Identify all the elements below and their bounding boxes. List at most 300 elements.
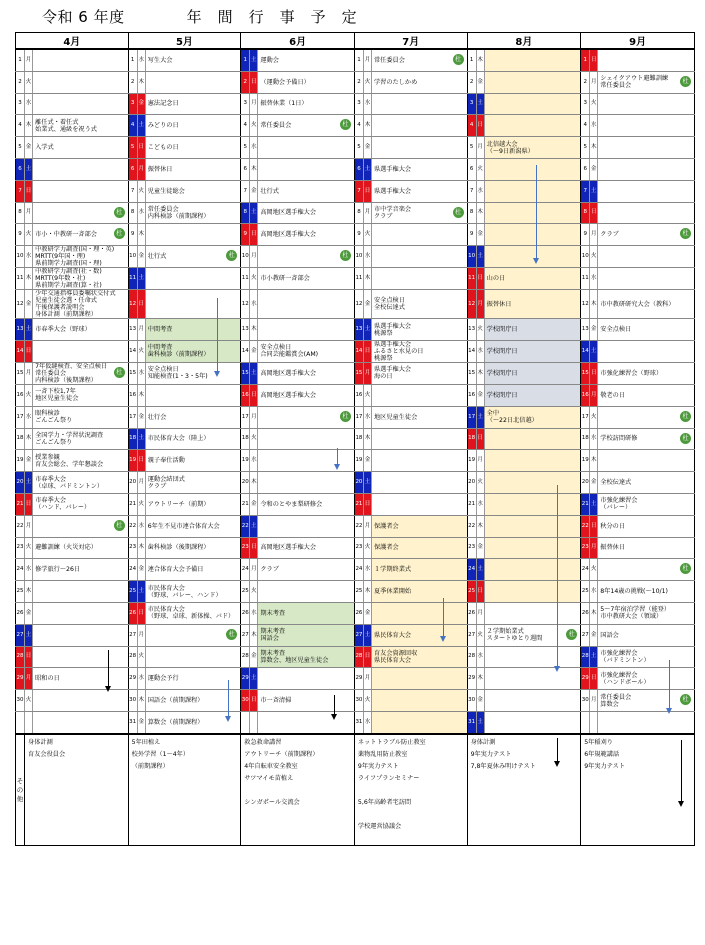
day-number: 28 [354,646,363,668]
weekday: 木 [476,49,484,71]
weekday: 月 [590,384,598,406]
day-number: 24 [128,559,137,581]
event-text: 授業参観 育友会総会、学年懇談会 [35,453,104,468]
event-cell [33,137,129,159]
event-text: 育友会資源回収 県民体育大会 [374,649,418,664]
weekday: 木 [363,581,371,603]
event-text: 安全点検日 合同芸能鑑賞会(AM) [260,344,319,359]
weekday: 金 [250,340,258,362]
weekday: 木 [590,137,598,159]
event-text: 歯科検診（後期課程） [147,544,210,552]
day-number: 8 [128,202,137,224]
day-number: 29 [128,668,137,690]
event-cell [372,202,468,224]
event-cell [33,559,129,581]
event-text: 常任委員会 算数会 [600,693,632,708]
arrow-icon [443,598,444,640]
empty-cell [241,711,250,733]
event-text: 全国学力・学習状況調査 ごんごん祭り [35,431,104,446]
day-number: 20 [128,472,137,494]
day-number: 29 [467,668,476,690]
weekday: 日 [590,668,598,690]
event-cell [598,268,695,290]
other-item: シンガポール交流会 [244,798,300,806]
weekday: 月 [25,49,33,71]
weekday: 日 [363,180,371,202]
day-number: 21 [16,493,25,515]
empty-cell [590,711,598,733]
event-text: 避難訓練（火災対応） [35,544,97,552]
event-cell [145,711,241,733]
event-cell [484,384,581,406]
day-number: 29 [241,668,250,690]
event-cell [598,71,695,93]
weekday: 火 [137,340,145,362]
day-number: 24 [354,559,363,581]
other-item: ネットトラブル防止教室 [357,738,426,746]
day-number: 24 [16,559,25,581]
day-number: 5 [467,137,476,159]
weekday: 土 [363,624,371,646]
mori-badge-icon: 杜 [226,250,237,261]
other-cell [467,734,581,846]
day-number: 14 [581,340,590,362]
day-number: 18 [581,428,590,450]
day-number: 11 [16,268,25,290]
empty-cell [25,711,33,733]
other-item: 5,6年高齢者宅訪問 [357,798,412,806]
event-text: 運動会予行 [147,675,179,683]
event-cell [33,624,129,646]
event-cell [372,71,468,93]
event-cell [484,224,581,246]
event-cell [258,406,355,428]
month-header-5: 5月 [128,33,241,50]
weekday: 月 [590,690,598,712]
day-number: 15 [467,362,476,384]
mori-badge-icon: 杜 [453,54,464,65]
day-number: 29 [16,668,25,690]
event-cell [33,428,129,450]
day-number: 6 [16,158,25,180]
weekday: 日 [25,340,33,362]
day-number: 26 [581,602,590,624]
event-cell [258,690,355,712]
day-number: 22 [581,515,590,537]
event-text: 学校閉庁日 [486,326,518,334]
day-number: 12 [467,290,476,319]
month-header-7: 7月 [354,33,467,50]
day-number: 31 [467,711,476,733]
event-text: 離任式・着任式 始業式、通級を祝う式 [35,118,97,133]
day-number: 3 [467,93,476,115]
day-number: 1 [16,49,25,71]
weekday: 木 [137,224,145,246]
event-text: 高岡地区選手権大会 [260,209,317,217]
day-number: 10 [354,246,363,268]
mori-badge-icon: 杜 [680,228,691,239]
event-cell [598,362,695,384]
event-cell [372,406,468,428]
day-row [16,49,695,71]
weekday: 金 [137,559,145,581]
event-cell [33,224,129,246]
day-number: 31 [128,711,137,733]
weekday: 木 [590,290,598,319]
day-number: 5 [128,137,137,159]
weekday: 水 [137,202,145,224]
event-text: 児童生徒総会 [147,187,185,195]
day-number: 2 [241,71,250,93]
day-number: 1 [581,49,590,71]
day-row [16,384,695,406]
weekday: 火 [476,624,484,646]
day-number: 9 [16,224,25,246]
day-number: 2 [128,71,137,93]
weekday: 金 [590,319,598,341]
event-cell [484,711,581,733]
arrow-icon [669,660,670,712]
mori-badge-icon: 杜 [680,694,691,705]
event-cell [145,49,241,71]
event-cell [145,602,241,624]
day-number: 25 [16,581,25,603]
day-number: 23 [354,537,363,559]
weekday: 金 [25,290,33,319]
weekday: 火 [250,428,258,450]
weekday: 日 [25,180,33,202]
weekday: 木 [590,602,598,624]
event-cell [145,493,241,515]
weekday: 水 [137,668,145,690]
weekday: 金 [363,290,371,319]
event-cell [145,362,241,384]
weekday: 金 [590,472,598,494]
day-number: 23 [128,537,137,559]
day-number: 1 [241,49,250,71]
event-cell [372,49,468,71]
weekday: 水 [25,93,33,115]
day-number: 1 [467,49,476,71]
day-number: 15 [241,362,250,384]
event-text: 壮行式 [147,253,167,261]
day-number: 26 [467,602,476,624]
weekday: 土 [476,246,484,268]
weekday: 月 [476,290,484,319]
weekday: 月 [590,537,598,559]
event-cell [372,180,468,202]
day-number: 27 [241,624,250,646]
day-number: 27 [467,624,476,646]
event-cell [145,515,241,537]
weekday: 金 [476,690,484,712]
event-cell [145,646,241,668]
day-number: 8 [241,202,250,224]
day-number: 19 [581,450,590,472]
event-cell [484,668,581,690]
weekday: 日 [363,493,371,515]
event-cell [484,581,581,603]
weekday: 水 [250,290,258,319]
day-number: 6 [241,158,250,180]
weekday: 水 [590,581,598,603]
event-cell [372,646,468,668]
event-cell [372,137,468,159]
event-cell [33,450,129,472]
day-number: 11 [354,268,363,290]
event-cell [372,93,468,115]
day-number: 17 [16,406,25,428]
day-number: 18 [128,428,137,450]
weekday: 土 [25,158,33,180]
day-row [16,472,695,494]
event-text: 市民体育大会 （野球、バレー、ハンド） [147,584,222,599]
event-cell [598,450,695,472]
day-number: 26 [16,602,25,624]
weekday: 金 [25,450,33,472]
event-cell [33,246,129,268]
day-number: 16 [241,384,250,406]
day-number: 26 [354,602,363,624]
event-text: 高岡地区選手権大会 [260,369,317,377]
weekday: 火 [137,493,145,515]
event-text: 親子奉仕活動 [147,457,185,465]
event-cell [372,319,468,341]
day-number: 30 [467,690,476,712]
mori-badge-icon: 杜 [114,520,125,531]
day-number: 7 [467,180,476,202]
day-number: 19 [354,450,363,472]
event-text: （運動会予備日） [260,78,310,86]
event-cell [484,515,581,537]
event-text: 7年仮縫検査、安全点検日 常任委員会 内科検診（後期課程） [35,362,108,384]
weekday: 木 [363,428,371,450]
event-cell [598,202,695,224]
day-number: 30 [241,690,250,712]
event-text: 振替休日 [600,544,626,552]
weekday: 月 [250,246,258,268]
day-number: 13 [467,319,476,341]
event-cell [145,537,241,559]
mori-badge-icon: 杜 [340,250,351,261]
event-cell [145,559,241,581]
event-cell [33,49,129,71]
event-cell [372,493,468,515]
weekday: 金 [590,624,598,646]
weekday: 日 [250,71,258,93]
event-cell [484,362,581,384]
day-number: 20 [241,472,250,494]
event-cell [258,340,355,362]
weekday: 火 [590,93,598,115]
event-text: 北信越大会 （～9日新潟県） [486,140,534,155]
weekday: 木 [137,71,145,93]
event-cell [484,624,581,646]
event-cell [484,93,581,115]
day-number: 11 [241,268,250,290]
weekday: 日 [250,224,258,246]
day-number: 12 [581,290,590,319]
other-item: 救急救命講習 [244,738,282,746]
day-number: 28 [467,646,476,668]
event-cell [33,493,129,515]
weekday: 土 [250,202,258,224]
weekday: 金 [137,406,145,428]
weekday: 土 [476,559,484,581]
event-cell [145,268,241,290]
event-cell [372,559,468,581]
day-number: 5 [241,137,250,159]
event-text: 壮行式 [260,187,279,195]
day-number: 5 [16,137,25,159]
day-number: 13 [354,319,363,341]
day-number: 10 [16,246,25,268]
event-text: 市強化練習会 （ハンドボール） [600,671,650,686]
event-cell [258,624,355,646]
event-cell [145,93,241,115]
event-text: 安全点検日 知能検査(1・3・5年) [147,366,208,381]
event-cell [484,428,581,450]
event-cell [258,290,355,319]
event-text: 中教研学力調査(社・数) MRTT(9年数・社) 県前期学力調査(算・社) [35,268,102,290]
weekday: 水 [25,246,33,268]
weekday: 月 [363,362,371,384]
weekday: 日 [25,646,33,668]
day-number: 14 [128,340,137,362]
event-text: 学習のたしかめ [374,78,418,86]
other-cell [354,734,467,846]
event-cell [484,290,581,319]
day-number: 2 [354,71,363,93]
weekday: 水 [25,406,33,428]
weekday: 月 [137,624,145,646]
event-cell [598,428,695,450]
event-cell [145,406,241,428]
event-cell [484,319,581,341]
weekday: 月 [363,515,371,537]
event-cell [258,581,355,603]
weekday: 木 [476,202,484,224]
event-text: 常任委員会 [260,122,292,130]
day-number: 7 [241,180,250,202]
event-cell [484,158,581,180]
day-number: 30 [128,690,137,712]
event-cell [598,115,695,137]
day-row [16,180,695,202]
weekday: 日 [590,515,598,537]
event-cell [598,319,695,341]
event-cell [484,115,581,137]
event-cell [484,180,581,202]
empty-cell [16,711,25,733]
day-number: 19 [467,450,476,472]
page-title: 令和 6 年度 年 間 行 事 予 定 [42,8,358,26]
event-cell [484,690,581,712]
weekday: 月 [250,93,258,115]
weekday: 火 [250,268,258,290]
event-cell [372,428,468,450]
weekday: 土 [250,668,258,690]
day-number: 26 [241,602,250,624]
event-text: 憲法記念日 [147,100,179,108]
weekday: 月 [363,49,371,71]
weekday: 木 [590,450,598,472]
weekday: 木 [25,268,33,290]
event-cell [484,537,581,559]
arrow-icon [557,738,558,765]
event-text: 市強化練習会 （バドミントン） [600,649,650,664]
weekday: 金 [250,493,258,515]
event-cell [145,668,241,690]
weekday: 火 [25,690,33,712]
day-row [16,246,695,268]
event-cell [258,362,355,384]
event-text: 学校閉庁日 [486,369,518,377]
weekday: 金 [250,646,258,668]
event-text: 全校伝達式 [600,479,632,487]
weekday: 水 [250,137,258,159]
weekday: 日 [363,646,371,668]
weekday: 土 [25,624,33,646]
event-cell [372,246,468,268]
day-number: 3 [241,93,250,115]
weekday: 木 [250,319,258,341]
weekday: 火 [25,384,33,406]
day-number: 10 [241,246,250,268]
weekday: 火 [476,158,484,180]
mori-badge-icon: 杜 [340,119,351,130]
weekday: 日 [250,537,258,559]
event-text: 写生大会 [147,56,173,64]
event-text: 保護者会 [374,544,399,552]
weekday: 日 [137,290,145,319]
event-text: 中間考査 [147,326,173,334]
event-cell [372,537,468,559]
day-number: 24 [467,559,476,581]
day-number: 24 [581,559,590,581]
event-cell [33,340,129,362]
weekday: 日 [590,49,598,71]
weekday: 水 [363,559,371,581]
event-text: 秋分の日 [600,522,626,530]
day-number: 4 [354,115,363,137]
event-cell [145,472,241,494]
day-number: 12 [16,290,25,319]
day-number: 20 [16,472,25,494]
weekday: 木 [25,428,33,450]
event-text: 眼科検診 ごんごん祭り [35,410,73,425]
day-number: 22 [16,515,25,537]
day-number: 30 [354,690,363,712]
event-text: 市中教研研究大会（教科） [600,300,675,308]
weekday: 火 [137,646,145,668]
arrow-icon [108,650,109,690]
weekday: 日 [476,115,484,137]
other-item: 9年実力テスト [584,762,626,770]
event-text: 中教研学力調査(国・理・英) MRTT(9年国・理) 県前期学力調査(国・理) [35,246,115,268]
day-number: 23 [581,537,590,559]
weekday: 日 [476,581,484,603]
event-cell [372,362,468,384]
event-text: 振替休業（1日） [260,100,308,108]
weekday: 土 [25,319,33,341]
event-cell [484,450,581,472]
event-text: 県民体育大会 [374,631,412,639]
event-text: 市春季大会 （卓球、バドミントン） [35,475,104,490]
event-text: 修学旅行～26日 [35,566,81,574]
weekday: 木 [250,624,258,646]
weekday: 日 [137,450,145,472]
